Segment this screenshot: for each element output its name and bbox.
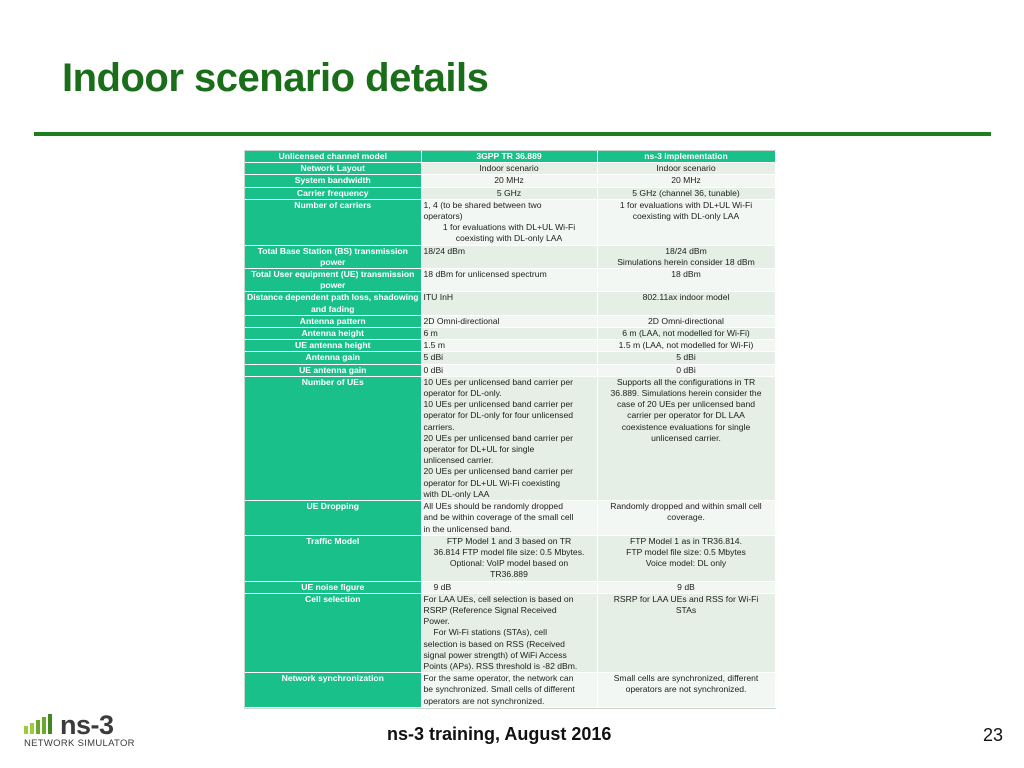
cell-text-line: selection is based on RSS (Received [423,638,565,649]
cell-text-line: Optional: VoIP model based on [449,558,569,569]
cell-text-line: 18/24 dBm [665,245,707,256]
tr36889-value-cell [421,673,597,708]
parameter-cell: UE antenna height [245,340,421,352]
parameter-cell: Antenna height [245,328,421,340]
table-row [245,292,775,315]
ns3-value-cell [597,501,775,536]
slide-title: Indoor scenario details [62,56,489,100]
tr36889-value-cell [421,328,597,340]
footer-text: ns-3 training, August 2016 [387,724,612,744]
table-row [245,328,775,340]
parameter-cell: System bandwidth [245,175,421,187]
cell-text-line: For Wi-Fi stations (STAs), cell [433,627,547,638]
signal-bars-icon [24,714,58,734]
cell-text-line: FTP Model 1 as in TR36.814. [630,535,742,546]
cell-text-line: operators) [423,211,463,222]
table-row [245,269,775,292]
cell-text-line: 20 UEs per unlicensed band carrier per [423,466,574,477]
parameter-cell: Cell selection [245,593,421,672]
cell-text-line: 5 dBi [423,352,444,363]
cell-text-line: 18 dBm for unlicensed spectrum [423,269,547,280]
ns3-value-cell [597,292,775,315]
ns3-value-cell [597,187,775,199]
ns3-value-cell [597,535,775,581]
table-row [245,593,775,672]
cell-text-line: Power. [423,616,450,627]
tr36889-value-cell [421,376,597,500]
cell-text-line: 2D Omni-directional [648,315,724,326]
cell-text-line: carrier per operator for DL LAA [627,410,745,421]
cell-text-line: coexistence evaluations for single [621,421,751,432]
ns3-value-cell [597,245,775,268]
page-number: 23 [983,725,1004,745]
logo-tagline: NETWORK SIMULATOR [24,738,135,749]
tr36889-value-cell [421,269,597,292]
table-row [245,352,775,364]
cell-text-line: signal power strength) of WiFi Access [423,649,567,660]
cell-text-line: 18 dBm [671,269,701,280]
parameter-cell: Number of UEs [245,376,421,500]
cell-text-line: All UEs should be randomly dropped [423,501,563,512]
cell-text-line: operators are not synchronized. [625,684,747,695]
table-row [245,535,775,581]
spec-table-container [244,150,776,709]
cell-text-line: ITU InH [423,292,454,303]
cell-text-line: unlicensed carrier. [651,432,721,443]
cell-text-line: be synchronized. Small cells of different [423,684,575,695]
table-row [245,187,775,199]
cell-text-line: For LAA UEs, cell selection is based on [423,593,574,604]
cell-text-line: RSRP (Reference Signal Received [423,604,557,615]
ns3-value-cell [597,315,775,327]
cell-text-line: with DL-only LAA [423,488,490,499]
tr36889-value-cell [421,340,597,352]
cell-text-line: 5 GHz [496,187,522,198]
cell-text-line: 20 UEs per unlicensed band carrier per [423,432,574,443]
parameter-cell: Traffic Model [245,535,421,581]
cell-text-line: RSRP for LAA UEs and RSS for Wi-Fi [613,593,759,604]
parameter-cell: Total Base Station (BS) transmission power [245,245,421,268]
table-header-cell: ns-3 implementation [597,151,775,163]
cell-text-line: 20 MHz [671,175,701,186]
cell-text-line: coexisting with DL-only LAA [455,233,563,244]
cell-text-line: 9 dB [433,581,452,592]
parameter-cell: UE noise figure [245,581,421,593]
cell-text-line: 6 m (LAA, not modelled for Wi-Fi) [622,328,750,339]
tr36889-value-cell [421,593,597,672]
tr36889-value-cell [421,581,597,593]
cell-text-line: 9 dB [677,581,695,592]
cell-text-line: Indoor scenario [656,163,716,174]
ns3-value-cell [597,376,775,500]
cell-text-line: 20 MHz [494,175,524,186]
table-row [245,364,775,376]
cell-text-line: Small cells are synchronized, different [613,673,759,684]
parameter-cell: Network Layout [245,163,421,175]
cell-text-line: operator for DL+UL Wi-Fi coexisting [423,477,561,488]
cell-text-line: 0 dBi [676,364,696,375]
cell-text-line: 802.11ax indoor model [642,292,730,303]
cell-text-line: Supports all the configurations in TR [616,376,756,387]
cell-text-line: 1 for evaluations with DL+UL Wi-Fi [619,199,753,210]
parameter-cell: Total User equipment (UE) transmission power [245,269,421,292]
title-divider [34,132,991,136]
tr36889-value-cell [421,352,597,364]
ns3-value-cell [597,328,775,340]
cell-text-line: case of 20 UEs per unlicensed band [616,399,756,410]
tr36889-value-cell [421,199,597,245]
spec-table [245,151,776,708]
cell-text-line: Indoor scenario [479,163,539,174]
cell-text-line: 36.814 FTP model file size: 0.5 Mbytes. [433,546,585,557]
cell-text-line: and be within coverage of the small cell [423,512,574,523]
ns3-value-cell [597,352,775,364]
ns3-value-cell [597,340,775,352]
cell-text-line: 36.889. Simulations herein consider the [610,388,762,399]
logo-wordmark: ns-3 [60,710,114,740]
parameter-cell: UE Dropping [245,501,421,536]
ns3-value-cell [597,199,775,245]
cell-text-line: 2D Omni-directional [423,315,500,326]
cell-text-line: FTP Model 1 and 3 based on TR [446,535,572,546]
tr36889-value-cell [421,364,597,376]
table-header-row [245,151,775,163]
table-row [245,340,775,352]
parameter-cell: Carrier frequency [245,187,421,199]
cell-text-line: Voice model: DL only [645,558,727,569]
cell-text-line: FTP model file size: 0.5 Mbytes [626,546,746,557]
ns3-value-cell [597,175,775,187]
parameter-cell: Number of carriers [245,199,421,245]
cell-text-line: 0 dBi [423,364,444,375]
tr36889-value-cell [421,175,597,187]
table-header-cell: Unlicensed channel model [245,151,421,163]
table-row [245,376,775,500]
tr36889-value-cell [421,315,597,327]
cell-text-line: operator for DL-only. [423,388,502,399]
table-row [245,315,775,327]
cell-text-line: 10 UEs per unlicensed band carrier per [423,376,574,387]
cell-text-line: STAs [675,604,697,615]
cell-text-line: Points (APs). RSS threshold is -82 dBm. [423,660,578,671]
table-row [245,245,775,268]
parameter-cell: UE antenna gain [245,364,421,376]
table-row [245,501,775,536]
cell-text-line: operators are not synchronized. [423,695,545,706]
cell-text-line: 1, 4 (to be shared between two [423,199,542,210]
parameter-cell: Network synchronization [245,673,421,708]
cell-text-line: in the unlicensed band. [423,523,512,534]
parameter-cell: Distance dependent path loss, shadowing and fading [245,292,421,315]
tr36889-value-cell [421,245,597,268]
table-row [245,581,775,593]
cell-text-line: coverage. [667,512,705,523]
cell-text-line: operator for DL-only for four unlicensed [423,410,574,421]
table-row [245,673,775,708]
cell-text-line: coexisting with DL-only LAA [632,211,740,222]
cell-text-line: 1 for evaluations with DL+UL Wi-Fi [442,222,576,233]
cell-text-line: 1.5 m (LAA, not modelled for Wi-Fi) [618,340,754,351]
cell-text-line: unlicensed carrier. [423,455,494,466]
parameter-cell: Antenna pattern [245,315,421,327]
cell-text-line: operator for DL+UL for single [423,444,535,455]
ns3-value-cell [597,593,775,672]
table-row [245,199,775,245]
tr36889-value-cell [421,163,597,175]
cell-text-line: Randomly dropped and within small cell [610,501,762,512]
parameter-cell: Antenna gain [245,352,421,364]
cell-text-line: 5 dBi [676,352,696,363]
ns3-logo [24,712,144,752]
tr36889-value-cell [421,501,597,536]
ns3-value-cell [597,673,775,708]
ns3-value-cell [597,581,775,593]
cell-text-line: carriers. [423,421,455,432]
cell-text-line: 6 m [423,328,438,339]
cell-text-line: Simulations herein consider 18 dBm [617,256,755,267]
ns3-value-cell [597,163,775,175]
tr36889-value-cell [421,187,597,199]
table-row [245,175,775,187]
cell-text-line: 10 UEs per unlicensed band carrier per [423,399,574,410]
ns3-value-cell [597,269,775,292]
cell-text-line: 18/24 dBm [423,245,466,256]
tr36889-value-cell [421,535,597,581]
cell-text-line: 5 GHz (channel 36, tunable) [632,187,740,198]
cell-text-line: TR36.889 [490,569,528,580]
cell-text-line: For the same operator, the network can [423,673,574,684]
table-row [245,163,775,175]
table-header-cell: 3GPP TR 36.889 [421,151,597,163]
ns3-value-cell [597,364,775,376]
tr36889-value-cell [421,292,597,315]
cell-text-line: 1.5 m [423,340,445,351]
